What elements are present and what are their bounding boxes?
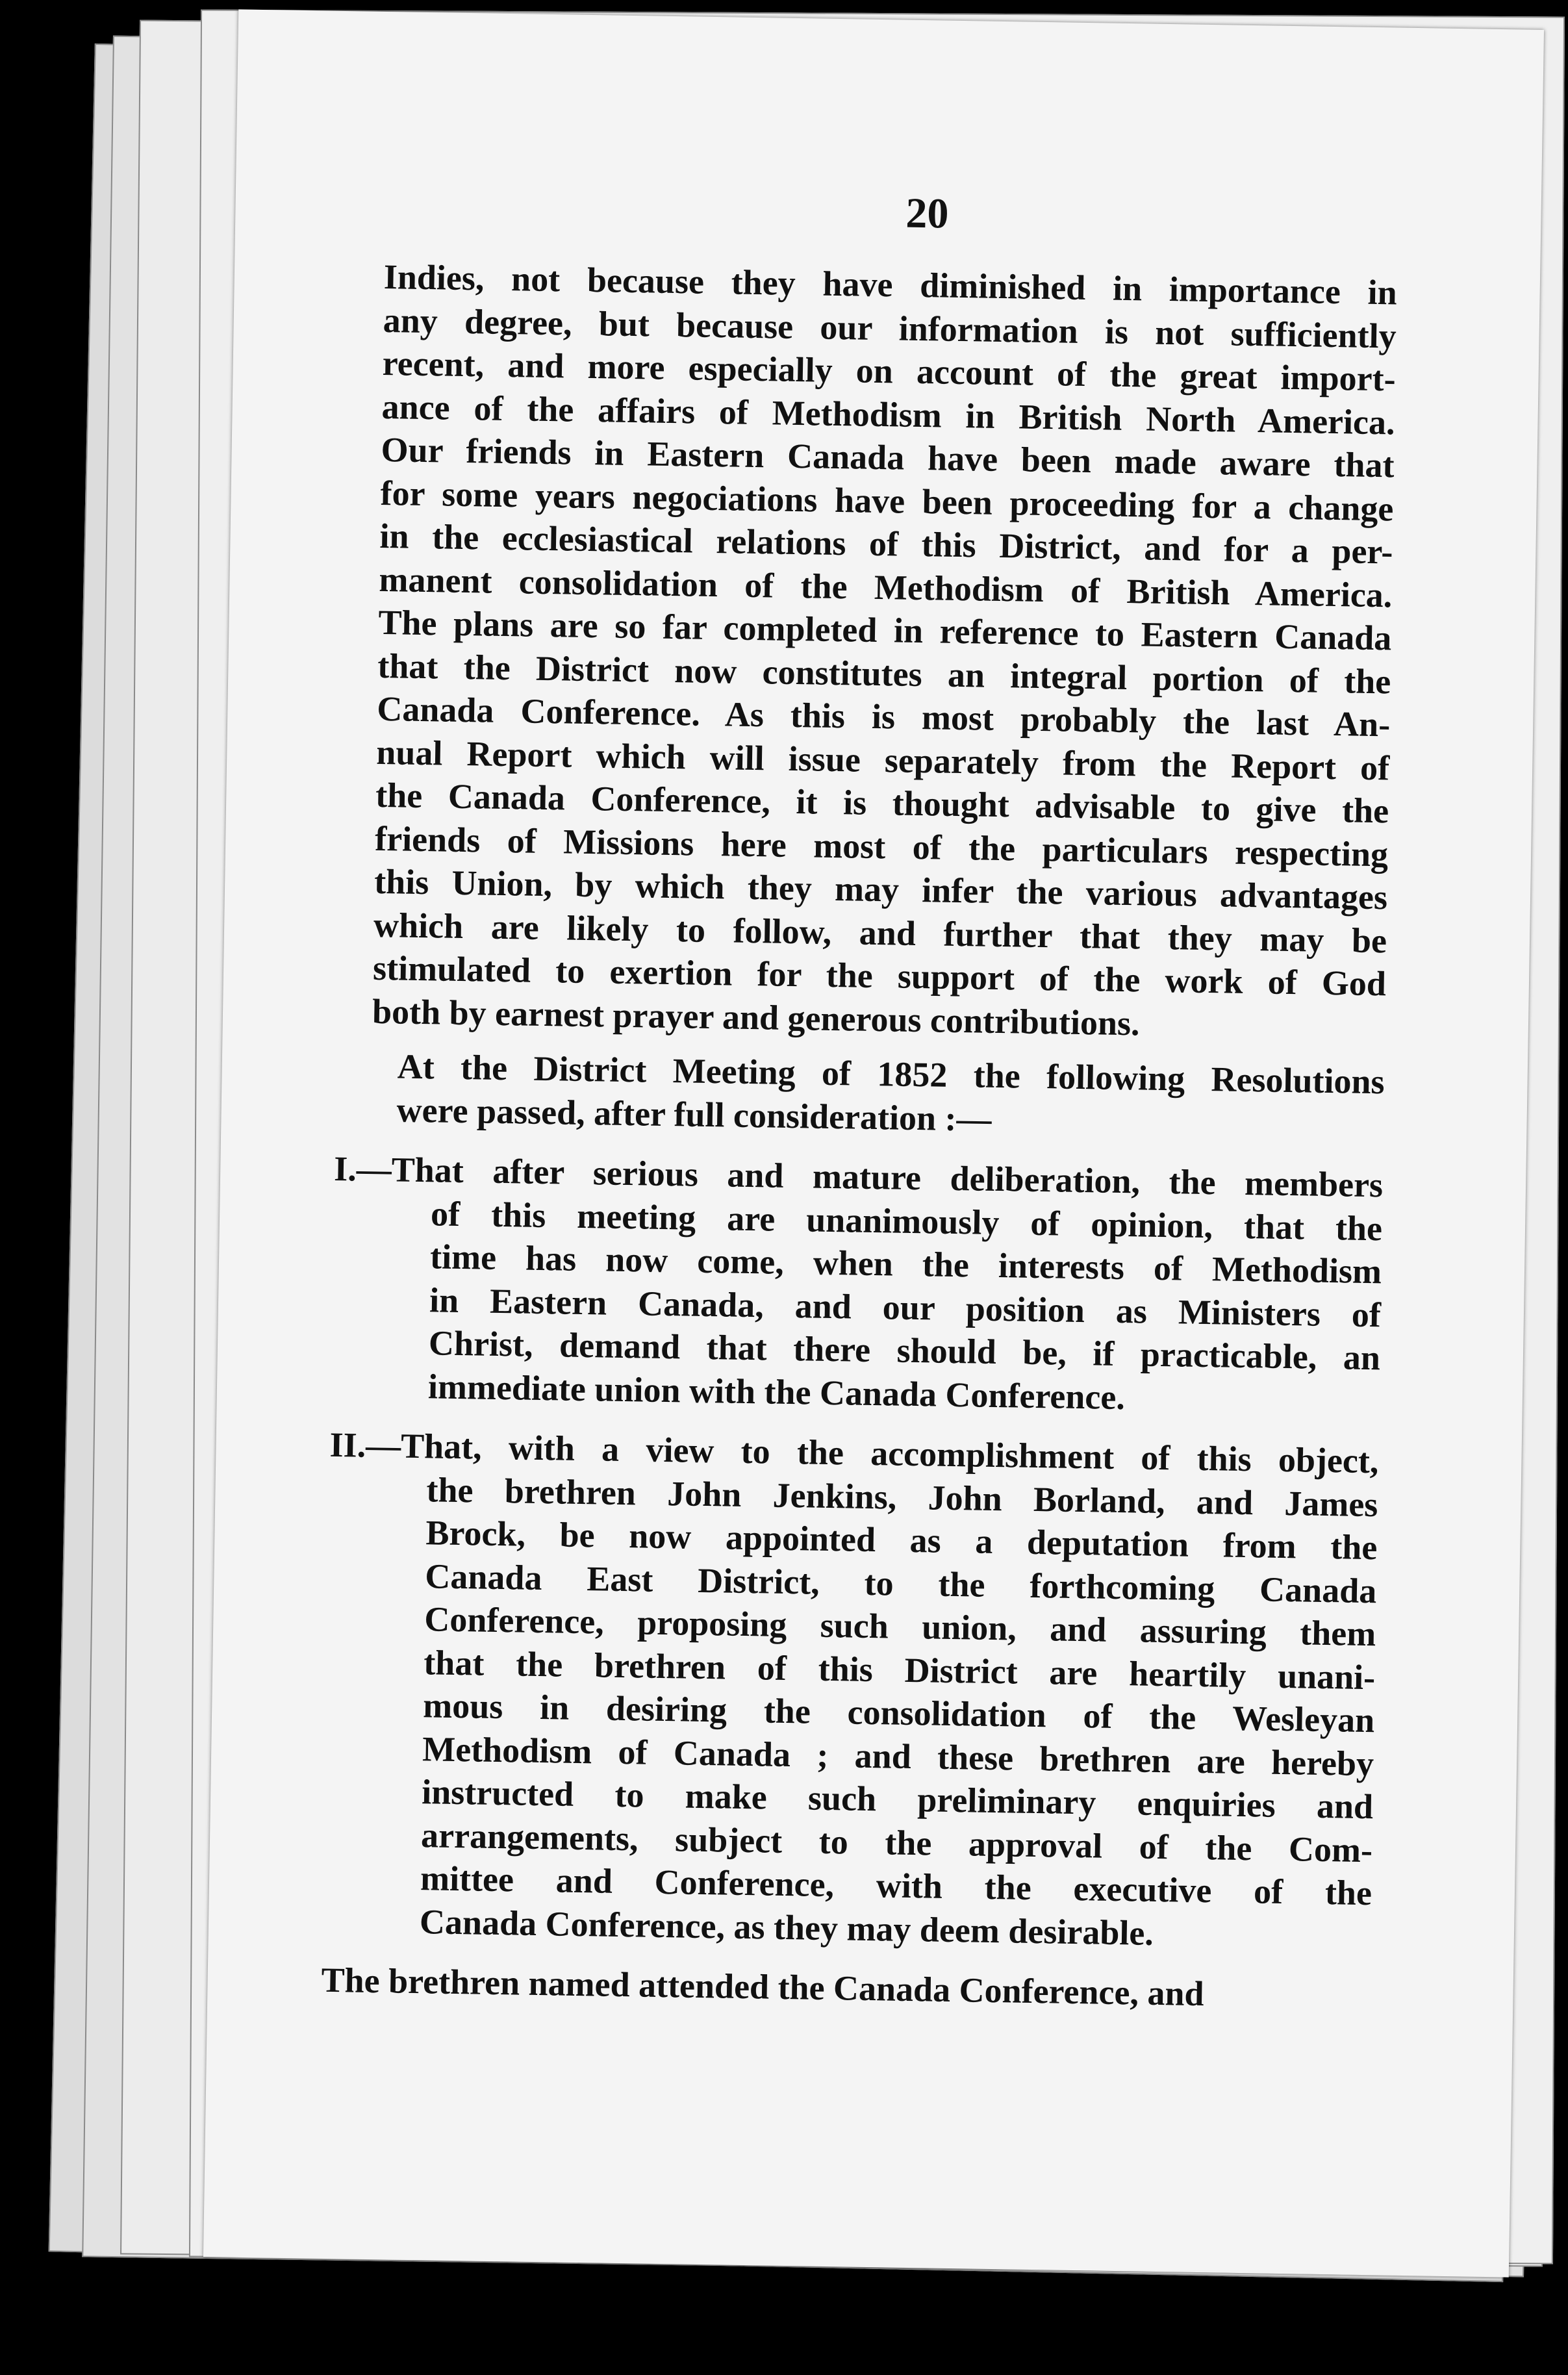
text-line: Methodism of Canada ; and these brethren are hereby	[422, 1729, 1374, 1783]
text-line: I.—That after serious and mature deliberation, the members	[333, 1149, 1384, 1205]
text-line: Canada East District, to the forthcoming Canada	[424, 1556, 1377, 1610]
text-line: the Canada Conference, it is thought advisable to give the	[375, 775, 1389, 831]
paragraph-district-meeting	[370, 1045, 1385, 1147]
resolution-two	[329, 1424, 1379, 1958]
book-page	[203, 9, 1544, 2277]
text-line: that the brethren of this District are heartily unani-	[423, 1642, 1376, 1697]
text-line: ance of the affairs of Methodism in British North America.	[381, 387, 1396, 442]
text-line: II.—That, with a view to the accomplishment of this object,	[329, 1425, 1379, 1481]
text-line: mittee and Conference, with the executive of the	[420, 1859, 1372, 1913]
text-line: The plans are so far completed in reference to Eastern Canada	[378, 602, 1392, 658]
text-line: stimulated to exertion for the support of the work of God	[372, 948, 1387, 1004]
text-line: any degree, but because our information is not sufficiently	[383, 300, 1397, 355]
text-line: for some years negociations have been proceeding for a change	[380, 473, 1394, 528]
text-line: time has now come, when the interests of Methodism	[429, 1237, 1382, 1291]
text-line: this Union, by which they may infer the various advantages	[373, 861, 1388, 917]
text-line: manent consolidation of the Methodism of British America.	[379, 559, 1393, 615]
text-line: friends of Missions here most of the particulars respecting	[374, 819, 1389, 874]
text-line: in the ecclesiastical relations of this District, and for a per-	[379, 516, 1393, 572]
page-body	[321, 255, 1398, 2018]
text-line: the brethren John Jenkins, John Borland, and James	[426, 1469, 1378, 1524]
text-line: Christ, demand that there should be, if practicable, an	[428, 1323, 1381, 1378]
text-line: arrangements, subject to the approval of the Com-	[420, 1815, 1373, 1870]
text-line: nual Report which will issue separately from the Report of	[375, 732, 1390, 787]
resolution-one	[333, 1148, 1384, 1423]
paragraph-intro	[372, 255, 1398, 1048]
text-line: Brock, be now appointed as a deputation from the	[425, 1513, 1378, 1568]
text-line: Canada Conference, as they may deem desirable.	[419, 1901, 1154, 1953]
text-line: instructed to make such preliminary enquiries and	[421, 1772, 1374, 1827]
text-line: in Eastern Canada, and our position as Ministers of	[429, 1280, 1382, 1334]
text-line: recent, and more especially on account of the great import-	[382, 343, 1397, 399]
text-line: immediate union with the Canada Conference.	[427, 1366, 1126, 1417]
page-number: 20	[905, 189, 950, 238]
text-line: of this meeting are unanimously of opinion, that the	[430, 1193, 1383, 1248]
text-line: Conference, proposing such union, and assuring them	[424, 1599, 1376, 1654]
text-line: mous in desiring the consolidation of the Wesleyan	[422, 1686, 1375, 1740]
text-line: Canada Conference. As this is most probably the last An-	[376, 689, 1391, 744]
closing-line: The brethren named attended the Canada Conference, and	[321, 1960, 1205, 2014]
text-line: were passed, after full consideration :—	[396, 1089, 993, 1139]
text-line: both by earnest prayer and generous contributions.	[372, 991, 1141, 1043]
text-line: Indies, not because they have diminished in importance in	[383, 257, 1398, 312]
text-line: which are likely to follow, and further that they may be	[373, 905, 1387, 960]
text-line: Our friends in Eastern Canada have been made aware that	[381, 429, 1395, 485]
text-line: At the District Meeting of 1852 the following Resolutions	[397, 1047, 1385, 1102]
text-line: that the District now constitutes an integral portion of the	[377, 646, 1391, 701]
